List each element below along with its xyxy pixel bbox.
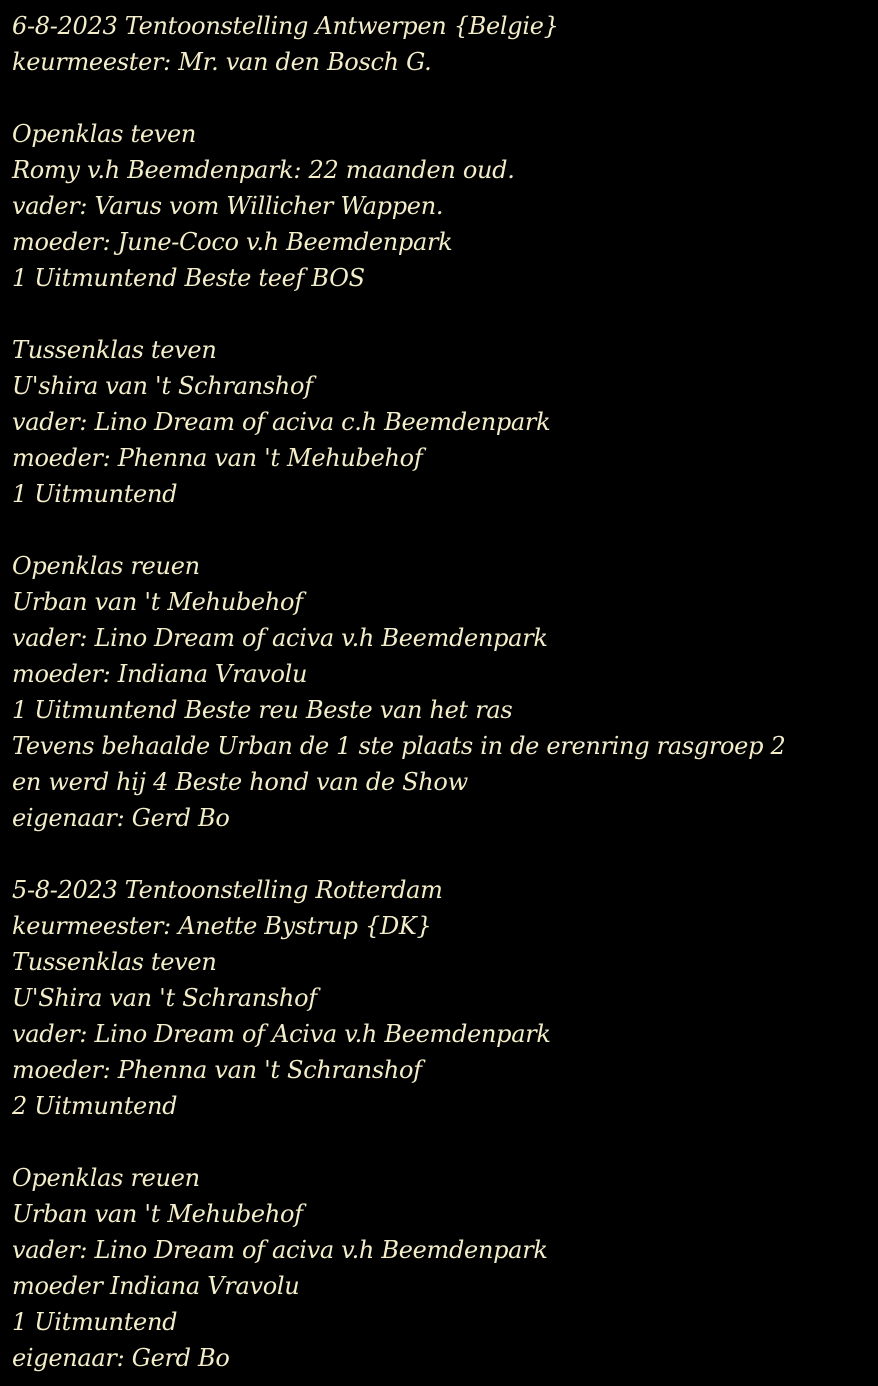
mother-line: moeder: Indiana Vravolu bbox=[12, 660, 308, 688]
mother-line: moeder Indiana Vravolu bbox=[12, 1272, 300, 1300]
result-line: 1 Uitmuntend Beste reu Beste van het ras bbox=[12, 696, 513, 724]
father-line: vader: Lino Dream of aciva v.h Beemdenpark bbox=[12, 1236, 548, 1264]
dog-name: Urban van 't Mehubehof bbox=[12, 1200, 303, 1228]
entry-tussenklas-teven bbox=[12, 944, 874, 1124]
spacer bbox=[12, 1124, 874, 1160]
judge-line: keurmeester: Anette Bystrup {DK} bbox=[12, 912, 432, 940]
dog-name: U'Shira van 't Schranshof bbox=[12, 984, 317, 1012]
mother-line: moeder: Phenna van 't Schranshof bbox=[12, 1056, 422, 1084]
mother-line: moeder: June-Coco v.h Beemdenpark bbox=[12, 228, 453, 256]
entry-openklas-reuen bbox=[12, 1160, 874, 1376]
judge-line: keurmeester: Mr. van den Bosch G. bbox=[12, 48, 432, 76]
spacer bbox=[12, 512, 874, 548]
class-name: Tussenklas teven bbox=[12, 948, 217, 976]
class-name: Openklas reuen bbox=[12, 1164, 200, 1192]
show-heading: 5-8-2023 Tentoonstelling Rotterdam bbox=[12, 876, 443, 904]
father-line: vader: Varus vom Willicher Wappen. bbox=[12, 192, 444, 220]
result-line: 1 Uitmuntend bbox=[12, 1308, 178, 1336]
entry-tussenklas-teven bbox=[12, 332, 874, 512]
spacer bbox=[12, 80, 874, 116]
extra-result-line: Tevens behaalde Urban de 1 ste plaats in de erenring rasgroep 2 bbox=[12, 732, 786, 760]
spacer bbox=[12, 836, 874, 872]
owner-line: eigenaar: Gerd Bo bbox=[12, 1344, 230, 1372]
spacer bbox=[12, 296, 874, 332]
result-line: 1 Uitmuntend Beste teef BOS bbox=[12, 264, 365, 292]
show-antwerpen bbox=[12, 8, 874, 836]
dog-name: Romy v.h Beemdenpark: 22 maanden oud. bbox=[12, 156, 515, 184]
owner-line: eigenaar: Gerd Bo bbox=[12, 804, 230, 832]
result-line: 2 Uitmuntend bbox=[12, 1092, 178, 1120]
mother-line: moeder: Phenna van 't Mehubehof bbox=[12, 444, 423, 472]
father-line: vader: Lino Dream of aciva v.h Beemdenpark bbox=[12, 624, 548, 652]
show-results-document bbox=[12, 8, 874, 1376]
dog-name: U'shira van 't Schranshof bbox=[12, 372, 313, 400]
result-line: 1 Uitmuntend bbox=[12, 480, 178, 508]
class-name: Openklas reuen bbox=[12, 552, 200, 580]
show-heading: 6-8-2023 Tentoonstelling Antwerpen {Belgie} bbox=[12, 12, 559, 40]
father-line: vader: Lino Dream of aciva c.h Beemdenpark bbox=[12, 408, 551, 436]
class-name: Openklas teven bbox=[12, 120, 197, 148]
show-rotterdam bbox=[12, 872, 874, 1376]
father-line: vader: Lino Dream of Aciva v.h Beemdenpark bbox=[12, 1020, 551, 1048]
class-name: Tussenklas teven bbox=[12, 336, 217, 364]
entry-openklas-teven bbox=[12, 116, 874, 296]
extra-result-line: en werd hij 4 Beste hond van de Show bbox=[12, 768, 468, 796]
dog-name: Urban van 't Mehubehof bbox=[12, 588, 303, 616]
entry-openklas-reuen bbox=[12, 548, 874, 836]
